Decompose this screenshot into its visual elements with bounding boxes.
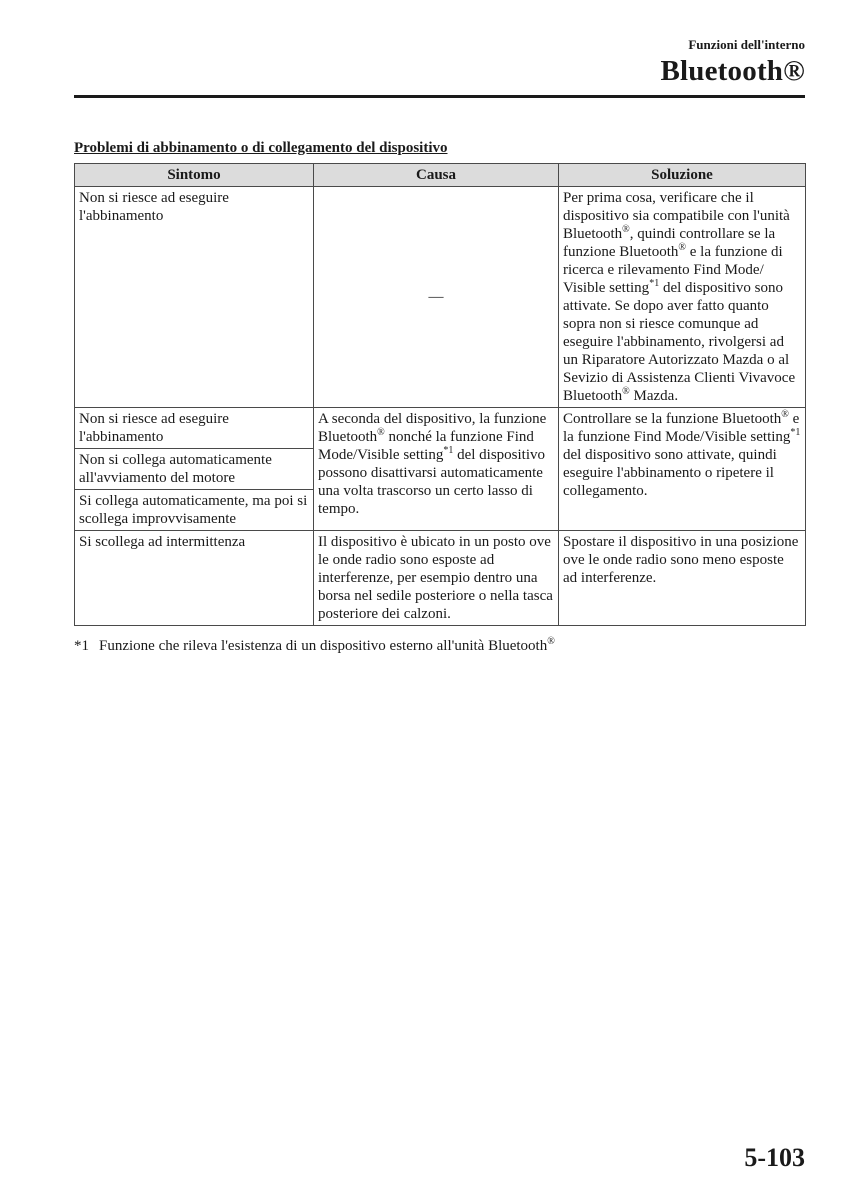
cell-sintomo: Non si collega automaticamente all'avviamento del motore <box>75 449 314 490</box>
footnote-ref: *1 <box>790 427 801 438</box>
page-number: 5-103 <box>744 1143 805 1172</box>
footnote-ref: *1 <box>443 445 454 456</box>
section-label: Funzioni dell'interno <box>688 37 805 52</box>
cell-sintomo: Si collega automaticamente, ma poi si scollega improvvisamente <box>75 490 314 531</box>
text-fragment: Controllare se la funzione Bluetooth <box>563 411 782 427</box>
cell-soluzione: Spostare il dispositivo in una posizione ove le onde radio sono meno esposte ad interferenze. <box>559 531 806 626</box>
column-header-soluzione: Soluzione <box>559 164 806 187</box>
page-title: Bluetooth® <box>660 55 805 87</box>
text-fragment: nonché la funzione Find Mode/Visible setting <box>318 429 534 463</box>
cell-causa <box>314 408 559 531</box>
footnote-ref: *1 <box>649 278 660 289</box>
table-row <box>75 408 806 449</box>
cell-sintomo: Non si riesce ad eseguire l'abbinamento <box>75 408 314 449</box>
registered-mark: ® <box>678 242 687 253</box>
footnote-text: Funzione che rileva l'esistenza di un dispositivo esterno all'unità Bluetooth <box>99 638 548 654</box>
troubleshooting-table <box>74 163 806 626</box>
table-header-row <box>75 164 806 187</box>
cell-soluzione <box>559 187 806 408</box>
text-fragment: del dispositivo sono attivate, quindi eseguire l'abbinamento o ripetere il collegamento. <box>563 447 777 499</box>
footnote <box>74 638 555 655</box>
text-fragment: A seconda del dispositivo, la funzione Bluetooth <box>318 411 547 445</box>
column-header-causa: Causa <box>314 164 559 187</box>
text-fragment: del dispositivo sono attivate. Se dopo aver fatto quanto sopra non si riesce comunque ad eseguire l'abbinamento, rivolgersi ad un Riparatore Autorizzato Mazda o al Sevizio di Assistenza Clienti Vivavoce Bluetooth <box>563 280 796 404</box>
cell-causa: Il dispositivo è ubicato in un posto ove le onde radio sono esposte ad interferenze, per esempio dentro una borsa nel sedile posteriore o nella tasca posteriore dei calzoni. <box>314 531 559 626</box>
text-fragment: Mazda. <box>629 388 679 404</box>
text-fragment: del dispositivo possono disattivarsi automaticamente una volta trascorso un certo lasso di tempo. <box>318 447 546 517</box>
text-fragment: Per prima cosa, verificare che il dispositivo sia compatibile con l'unità Bluetooth <box>563 190 790 242</box>
cell-soluzione <box>559 408 806 531</box>
cell-sintomo: Si scollega ad intermittenza <box>75 531 314 626</box>
cell-causa: — <box>314 187 559 408</box>
footnote-mark: *1 <box>74 638 89 654</box>
table-row <box>75 187 806 408</box>
header-rule <box>74 95 805 98</box>
cell-sintomo: Non si riesce ad eseguire l'abbinamento <box>75 187 314 408</box>
registered-mark: ® <box>622 224 630 235</box>
text-fragment: e la funzione di ricerca e rilevamento Find Mode/ Visible setting <box>563 244 783 296</box>
text-fragment: , quindi controllare se la funzione Bluetooth <box>563 226 776 260</box>
registered-mark: ® <box>547 636 555 647</box>
registered-mark: ® <box>377 427 385 438</box>
table-heading: Problemi di abbinamento o di collegamento del dispositivo <box>74 140 448 156</box>
column-header-sintomo: Sintomo <box>75 164 314 187</box>
table-row <box>75 531 806 626</box>
registered-mark: ® <box>622 386 630 397</box>
registered-mark: ® <box>781 409 789 420</box>
text-fragment: e la funzione Find Mode/Visible setting <box>563 411 800 445</box>
